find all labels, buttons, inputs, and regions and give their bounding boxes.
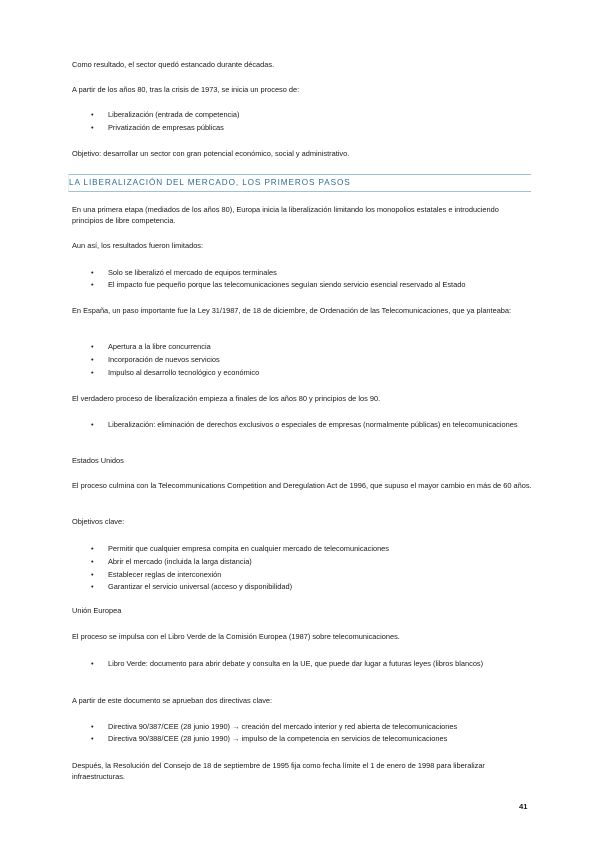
bullet-icon: •: [91, 659, 94, 668]
bullet-icon: •: [91, 110, 94, 119]
page-number: 41: [519, 802, 528, 811]
list-item-text: Liberalización (entrada de competencia): [108, 110, 240, 119]
bullet-icon: •: [91, 544, 94, 553]
list-item: [91, 734, 528, 745]
paragraph: En una primera etapa (mediados de los años 80), Europa inicia la liberalización limitando los monopolios estatales e introduciendo principios de libre competencia.: [72, 205, 499, 225]
list-item: [91, 355, 528, 366]
subheading: Estados Unidos: [72, 456, 124, 465]
list-item-text: Establecer reglas de interconexión: [108, 570, 222, 579]
list-item-text: Impulso al desarrollo tecnológico y económico: [108, 368, 260, 377]
list-item: [91, 110, 528, 121]
bullet-icon: •: [91, 123, 94, 132]
list-item-text: Solo se liberalizó el mercado de equipos terminales: [108, 268, 277, 277]
bullet-icon: •: [91, 734, 94, 743]
bullet-icon: •: [91, 722, 94, 731]
bullet-icon: •: [91, 342, 94, 351]
list-item: [91, 268, 528, 279]
bullet-icon: •: [91, 582, 94, 591]
list-item: [91, 557, 528, 568]
bullet-icon: •: [91, 280, 94, 289]
list-item: [91, 722, 528, 733]
list-item: [91, 342, 528, 353]
bullet-icon: •: [91, 570, 94, 579]
bullet-icon: •: [91, 557, 94, 566]
list-item: [91, 420, 528, 431]
section-heading-box: [68, 174, 531, 192]
paragraph: Objetivos clave:: [72, 517, 125, 526]
paragraph: Como resultado, el sector quedó estancado durante décadas.: [72, 60, 275, 69]
subheading: Unión Europea: [72, 606, 122, 615]
paragraph: El proceso culmina con la Telecommunications Competition and Deregulation Act de 1996, que supuso el mayor cambio en más de 60 años.: [72, 481, 532, 490]
paragraph: Aun así, los resultados fueron limitados:: [72, 241, 204, 250]
paragraph: En España, un paso importante fue la Ley 31/1987, de 18 de diciembre, de Ordenación de las Telecomunicaciones, que ya planteaba:: [72, 306, 512, 315]
bullet-icon: •: [91, 355, 94, 364]
paragraph: Después, la Resolución del Consejo de 18 de septiembre de 1995 fija como fecha límite el 1 de enero de 1998 para liberalizar infraestructuras.: [72, 761, 485, 781]
paragraph: A partir de este documento se aprueban dos directivas clave:: [72, 696, 273, 705]
paragraph: A partir de los años 80, tras la crisis de 1973, se inicia un proceso de:: [72, 85, 300, 94]
paragraph: El verdadero proceso de liberalización empieza a finales de los años 80 y principios de los 90.: [72, 394, 381, 403]
list-item-text: Liberalización: eliminación de derechos exclusivos o especiales de empresas (normalmente públicas) en telecomunicaciones: [108, 420, 518, 429]
list-item-text: Directiva 90/387/CEE (28 junio 1990) → creación del mercado interior y red abierta de telecomunicaciones: [108, 722, 458, 731]
list-item-text: Garantizar el servicio universal (acceso y disponibilidad): [108, 582, 293, 591]
section-heading: LA LIBERALIZACIÓN DEL MERCADO, LOS PRIMEROS PASOS: [69, 178, 351, 187]
list-item: [91, 544, 528, 555]
list-item-text: Apertura a la libre concurrencia: [108, 342, 211, 351]
bullet-icon: •: [91, 420, 94, 429]
list-item-text: Incorporación de nuevos servicios: [108, 355, 220, 364]
list-item-text: Privatización de empresas públicas: [108, 123, 224, 132]
paragraph: Objetivo: desarrollar un sector con gran potencial económico, social y administrativo.: [72, 149, 350, 158]
list-item-text: Directiva 90/388/CEE (28 junio 1990) → impulso de la competencia en servicios de telecomunicaciones: [108, 734, 448, 743]
list-item: [91, 570, 528, 581]
bullet-icon: •: [91, 368, 94, 377]
list-item: [91, 582, 528, 593]
list-item: [91, 368, 528, 379]
list-item: [91, 280, 528, 291]
list-item-text: Permitir que cualquier empresa compita en cualquier mercado de telecomunicaciones: [108, 544, 389, 553]
bullet-icon: •: [91, 268, 94, 277]
list-item-text: Abrir el mercado (incluida la larga distancia): [108, 557, 252, 566]
list-item-text: El impacto fue pequeño porque las telecomunicaciones seguían siendo servicio esencial reservado al Estado: [108, 280, 466, 289]
list-item: [91, 123, 528, 134]
list-item-text: Libro Verde: documento para abrir debate y consulta en la UE, que puede dar lugar a futuras leyes (libros blancos): [108, 659, 484, 668]
list-item: [91, 659, 528, 670]
paragraph: El proceso se impulsa con el Libro Verde de la Comisión Europea (1987) sobre telecomunicaciones.: [72, 632, 400, 641]
